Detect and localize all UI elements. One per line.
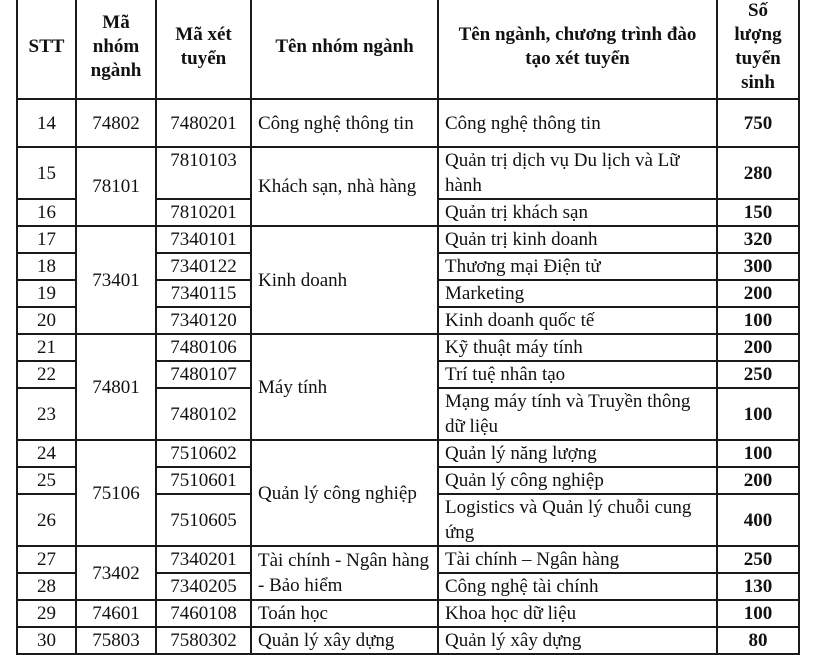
cell-program: Công nghệ tài chính — [438, 573, 717, 600]
cell-stt: 20 — [17, 307, 76, 334]
cell-group-name: Quản lý xây dựng — [251, 627, 438, 654]
cell-quota: 100 — [717, 388, 799, 440]
cell-stt: 30 — [17, 627, 76, 654]
cell-quota: 250 — [717, 361, 799, 388]
cell-quota: 200 — [717, 467, 799, 494]
cell-program: Marketing — [438, 280, 717, 307]
cell-group-name: Toán học — [251, 600, 438, 627]
cell-quota: 400 — [717, 494, 799, 546]
cell-group-name: Kinh doanh — [251, 226, 438, 334]
cell-admission-code: 7480102 — [156, 388, 251, 440]
cell-stt: 19 — [17, 280, 76, 307]
cell-stt: 24 — [17, 440, 76, 467]
header-program-name: Tên ngành, chương trình đào tạo xét tuyển — [438, 0, 717, 99]
cell-group-code: 78101 — [76, 147, 156, 226]
cell-admission-code: 7480106 — [156, 334, 251, 361]
cell-program: Logistics và Quản lý chuỗi cung ứng — [438, 494, 717, 546]
cell-quota: 80 — [717, 627, 799, 654]
table-row — [17, 226, 799, 253]
admission-table-container — [16, 0, 800, 655]
cell-admission-code: 7340205 — [156, 573, 251, 600]
cell-program: Quản trị dịch vụ Du lịch và Lữ hành — [438, 147, 717, 199]
cell-program: Trí tuệ nhân tạo — [438, 361, 717, 388]
cell-admission-code: 7510602 — [156, 440, 251, 467]
table-row — [17, 147, 799, 199]
cell-stt: 23 — [17, 388, 76, 440]
cell-program: Kinh doanh quốc tế — [438, 307, 717, 334]
cell-stt: 17 — [17, 226, 76, 253]
cell-quota: 100 — [717, 600, 799, 627]
cell-stt: 27 — [17, 546, 76, 573]
cell-quota: 200 — [717, 334, 799, 361]
cell-program: Mạng máy tính và Truyền thông dữ liệu — [438, 388, 717, 440]
cell-quota: 250 — [717, 546, 799, 573]
cell-quota: 750 — [717, 99, 799, 147]
cell-stt: 22 — [17, 361, 76, 388]
cell-quota: 280 — [717, 147, 799, 199]
cell-program: Tài chính – Ngân hàng — [438, 546, 717, 573]
cell-program: Quản lý xây dựng — [438, 627, 717, 654]
cell-group-code: 75106 — [76, 440, 156, 546]
cell-admission-code: 7480201 — [156, 99, 251, 147]
cell-admission-code: 7340120 — [156, 307, 251, 334]
cell-admission-code: 7460108 — [156, 600, 251, 627]
header-quota: Số lượng tuyển sinh — [717, 0, 799, 99]
cell-stt: 14 — [17, 99, 76, 147]
cell-admission-code: 7340122 — [156, 253, 251, 280]
header-stt: STT — [17, 0, 76, 99]
cell-stt: 15 — [17, 147, 76, 199]
cell-program: Công nghệ thông tin — [438, 99, 717, 147]
cell-stt: 29 — [17, 600, 76, 627]
cell-program: Quản trị kinh doanh — [438, 226, 717, 253]
cell-admission-code: 7510605 — [156, 494, 251, 546]
cell-group-name: Tài chính - Ngân hàng - Bảo hiểm — [251, 546, 438, 600]
cell-admission-code: 7810201 — [156, 199, 251, 226]
cell-program: Quản lý công nghiệp — [438, 467, 717, 494]
cell-admission-code: 7480107 — [156, 361, 251, 388]
cell-group-code: 73402 — [76, 546, 156, 600]
cell-group-code: 74802 — [76, 99, 156, 147]
cell-quota: 300 — [717, 253, 799, 280]
cell-admission-code: 7340115 — [156, 280, 251, 307]
cell-stt: 26 — [17, 494, 76, 546]
cell-group-code: 74601 — [76, 600, 156, 627]
table-row — [17, 99, 799, 147]
cell-admission-code: 7810103 — [156, 147, 251, 199]
cell-group-code: 75803 — [76, 627, 156, 654]
cell-program: Khoa học dữ liệu — [438, 600, 717, 627]
cell-group-name: Khách sạn, nhà hàng — [251, 147, 438, 226]
header-group-code: Mã nhóm ngành — [76, 0, 156, 99]
cell-quota: 200 — [717, 280, 799, 307]
cell-group-code: 74801 — [76, 334, 156, 440]
cell-stt: 18 — [17, 253, 76, 280]
admission-quota-table — [16, 0, 800, 655]
cell-admission-code: 7340201 — [156, 546, 251, 573]
header-admission-code: Mã xét tuyển — [156, 0, 251, 99]
cell-program: Kỹ thuật máy tính — [438, 334, 717, 361]
cell-group-code: 73401 — [76, 226, 156, 334]
cell-admission-code: 7580302 — [156, 627, 251, 654]
cell-quota: 100 — [717, 307, 799, 334]
cell-quota: 100 — [717, 440, 799, 467]
table-row — [17, 440, 799, 467]
cell-program: Thương mại Điện tử — [438, 253, 717, 280]
table-row — [17, 600, 799, 627]
cell-program: Quản lý năng lượng — [438, 440, 717, 467]
cell-admission-code: 7340101 — [156, 226, 251, 253]
cell-stt: 25 — [17, 467, 76, 494]
cell-group-name: Quản lý công nghiệp — [251, 440, 438, 546]
cell-quota: 150 — [717, 199, 799, 226]
header-row — [17, 0, 799, 99]
cell-quota: 130 — [717, 573, 799, 600]
cell-stt: 28 — [17, 573, 76, 600]
cell-group-name: Máy tính — [251, 334, 438, 440]
cell-admission-code: 7510601 — [156, 467, 251, 494]
cell-program: Quản trị khách sạn — [438, 199, 717, 226]
cell-quota: 320 — [717, 226, 799, 253]
cell-group-name: Công nghệ thông tin — [251, 99, 438, 147]
table-row — [17, 627, 799, 654]
header-group-name: Tên nhóm ngành — [251, 0, 438, 99]
cell-stt: 21 — [17, 334, 76, 361]
table-row — [17, 334, 799, 361]
cell-stt: 16 — [17, 199, 76, 226]
table-row — [17, 546, 799, 573]
